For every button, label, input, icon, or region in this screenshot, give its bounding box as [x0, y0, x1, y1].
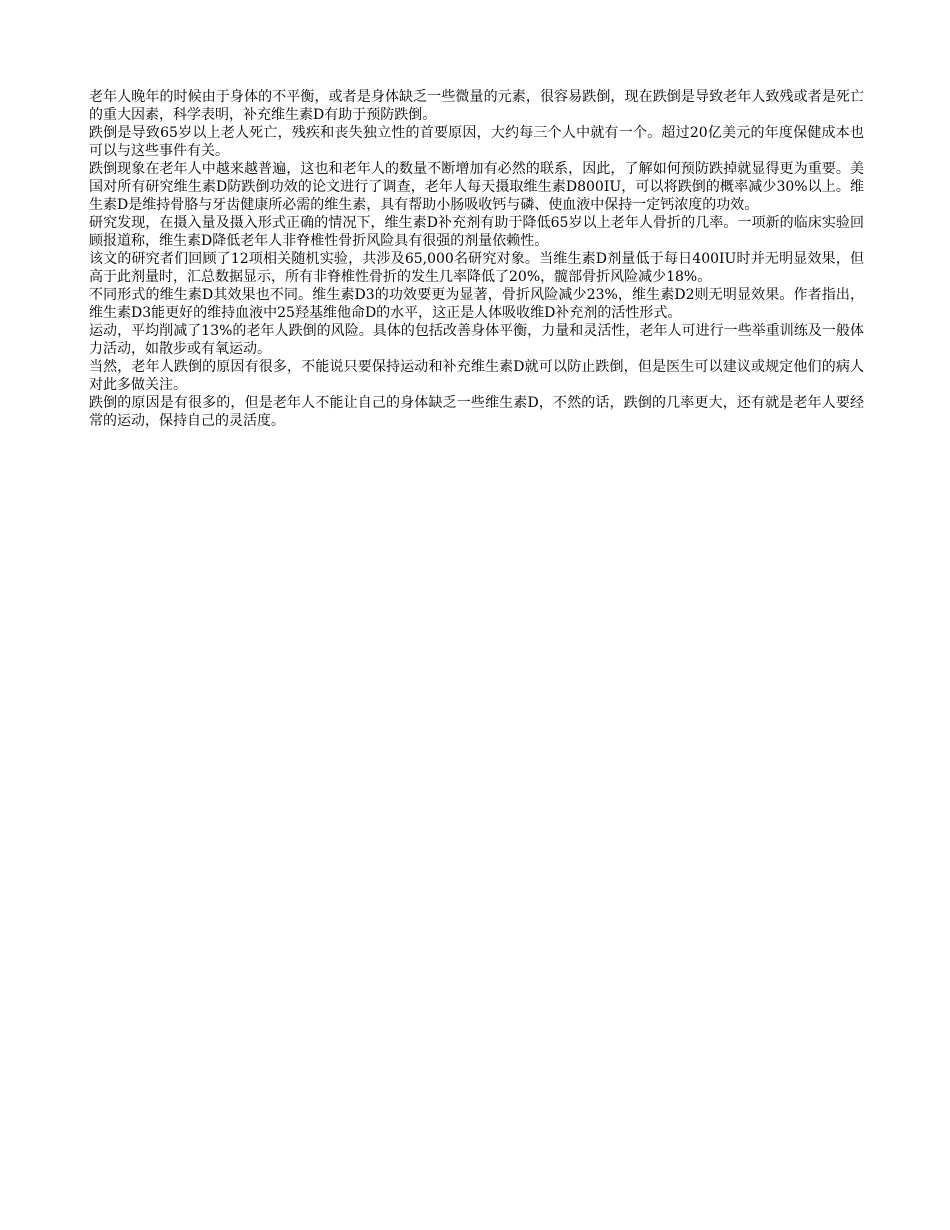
document-body — [89, 88, 864, 430]
paragraph-5: 该文的研究者们回顾了12项相关随机实验，共涉及65,000名研究对象。当维生素D剂量低于每日400IU时并无明显效果，但高于此剂量时，汇总数据显示，所有非脊椎性骨折的发生几率降低了20%，髋部骨折风险减少18%。 — [89, 251, 864, 285]
paragraph-8: 当然，老年人跌倒的原因有很多，不能说只要保持运动和补充维生素D就可以防止跌倒，但是医生可以建议或规定他们的病人对此多做关注。 — [89, 359, 864, 393]
paragraph-2: 跌倒是导致65岁以上老人死亡，残疾和丧失独立性的首要原因，大约每三个人中就有一个。超过20亿美元的年度保健成本也可以与这些事件有关。 — [89, 125, 864, 159]
paragraph-4: 研究发现，在摄入量及摄入形式正确的情况下，维生素D补充剂有助于降低65岁以上老年人骨折的几率。一项新的临床实验回顾报道称，维生素D降低老年人非脊椎性骨折风险具有很强的剂量依赖性。 — [89, 215, 864, 249]
paragraph-7: 运动，平均削减了13%的老年人跌倒的风险。具体的包括改善身体平衡，力量和灵活性，老年人可进行一些举重训练及一般体力活动，如散步或有氧运动。 — [89, 323, 864, 357]
paragraph-1: 老年人晚年的时候由于身体的不平衡，或者是身体缺乏一些微量的元素，很容易跌倒，现在跌倒是导致老年人致残或者是死亡的重大因素，科学表明，补充维生素D有助于预防跌倒。 — [89, 89, 864, 123]
paragraph-6: 不同形式的维生素D其效果也不同。维生素D3的功效要更为显著，骨折风险减少23%，维生素D2则无明显效果。作者指出，维生素D3能更好的维持血液中25羟基维他命D的水平，这正是人体吸收维D补充剂的活性形式。 — [89, 287, 864, 321]
paragraph-3: 跌倒现象在老年人中越来越普遍，这也和老年人的数量不断增加有必然的联系，因此，了解如何预防跌掉就显得更为重要。美国对所有研究维生素D防跌倒功效的论文进行了调查，老年人每天摄取维生素D800IU，可以将跌倒的概率减少30%以上。维生素D是维持骨胳与牙齿健康所必需的维生素，具有帮助小肠吸收钙与磷、使血液中保持一定钙浓度的功效。 — [89, 161, 864, 213]
paragraph-9: 跌倒的原因是有很多的，但是老年人不能让自己的身体缺乏一些维生素D，不然的话，跌倒的几率更大，还有就是老年人要经常的运动，保持自己的灵活度。 — [89, 395, 864, 429]
